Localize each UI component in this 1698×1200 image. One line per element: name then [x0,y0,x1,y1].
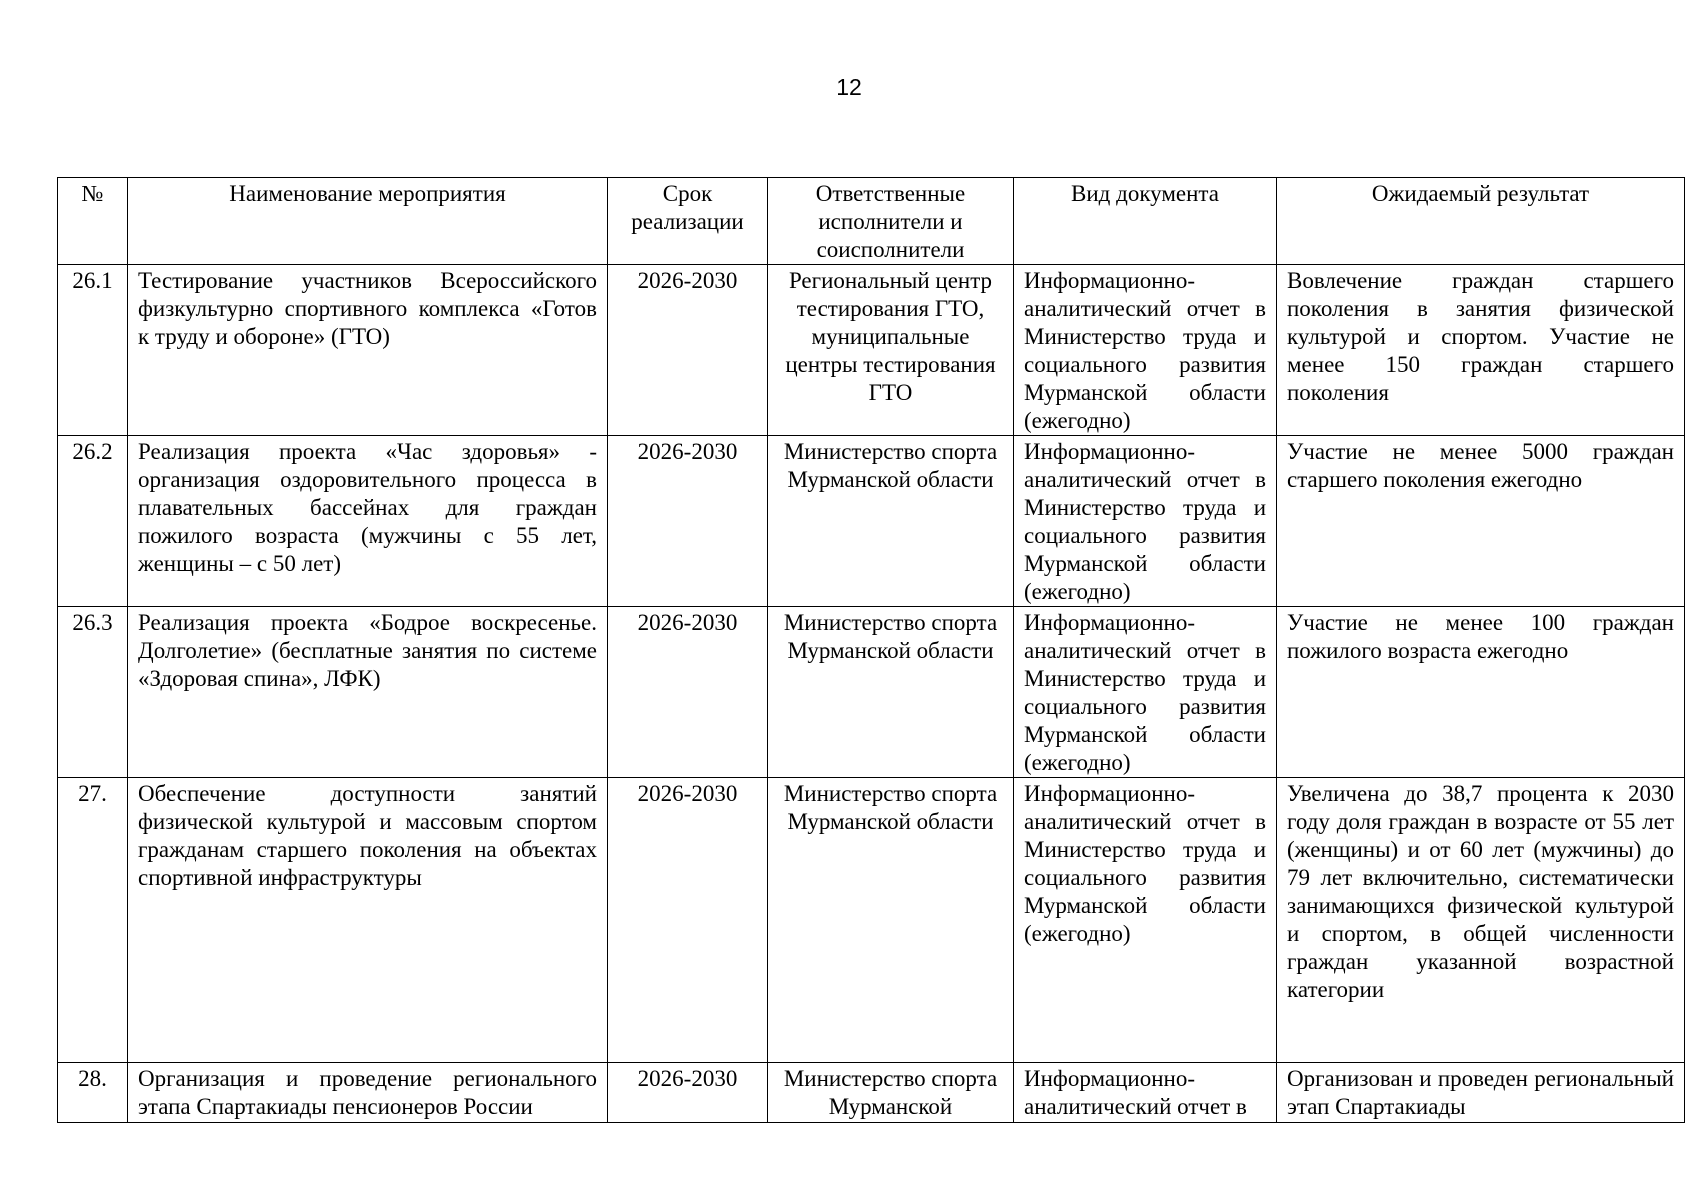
cell-name: Организация и проведение регионального этапа Спартакиады пенсионеров России [128,1063,608,1123]
cell-term: 2026-2030 [608,1063,768,1123]
cell-num: 26.1 [58,265,128,436]
plan-table [57,177,1685,1123]
cell-result: Вовлечение граждан старшего поколения в занятия физической культурой и спортом. Участие не менее 150 граждан старшего поколения [1277,265,1685,436]
cell-responsible: Министерство спорта Мурманской [768,1063,1014,1123]
header-term: Срок реализации [608,178,768,265]
cell-result: Участие не менее 5000 граждан старшего поколения ежегодно [1277,436,1685,607]
cell-responsible: Министерство спорта Мурманской области [768,436,1014,607]
header-responsible: Ответственные исполнители и соисполнители [768,178,1014,265]
cell-doc-type: Информационно-аналитический отчет в [1014,1063,1277,1123]
header-result: Ожидаемый результат [1277,178,1685,265]
cell-term: 2026-2030 [608,436,768,607]
cell-term: 2026-2030 [608,778,768,1063]
cell-term: 2026-2030 [608,265,768,436]
cell-responsible: Министерство спорта Мурманской области [768,778,1014,1063]
cell-name: Реализация проекта «Час здоровья» - организация оздоровительного процесса в плавательных бассейнах для граждан пожилого возраста (мужчины с 55 лет, женщины – с 50 лет) [128,436,608,607]
header-doc-type: Вид документа [1014,178,1277,265]
cell-doc-type: Информационно-аналитический отчет в Министерство труда и социального развития Мурманской области (ежегодно) [1014,436,1277,607]
cell-num: 26.3 [58,607,128,778]
table-header-row [58,178,1685,265]
cell-doc-type: Информационно-аналитический отчет в Министерство труда и социального развития Мурманской области (ежегодно) [1014,265,1277,436]
table-row [58,778,1685,1063]
page-number: 12 [836,74,862,100]
cell-doc-type: Информационно-аналитический отчет в Министерство труда и социального развития Мурманской области (ежегодно) [1014,607,1277,778]
cell-num: 28. [58,1063,128,1123]
cell-term: 2026-2030 [608,607,768,778]
cell-name: Реализация проекта «Бодрое воскресенье. Долголетие» (бесплатные занятия по системе «Здоровая спина», ЛФК) [128,607,608,778]
cell-name: Тестирование участников Всероссийского физкультурно спортивного комплекса «Готов к труду и обороне» (ГТО) [128,265,608,436]
cell-num: 27. [58,778,128,1063]
cell-result: Участие не менее 100 граждан пожилого возраста ежегодно [1277,607,1685,778]
cell-name: Обеспечение доступности занятий физической культурой и массовым спортом гражданам старшего поколения на объектах спортивной инфраструктуры [128,778,608,1063]
cell-responsible: Региональный центр тестирования ГТО, муниципальные центры тестирования ГТО [768,265,1014,436]
table-row [58,436,1685,607]
table-row [58,265,1685,436]
cell-result: Увеличена до 38,7 процента к 2030 году доля граждан в возрасте от 55 лет (женщины) и от 60 лет (мужчины) до 79 лет включительно, систематически занимающихся физической культурой и спортом, в общей численности граждан указанной возрастной категории [1277,778,1685,1063]
cell-num: 26.2 [58,436,128,607]
table-row [58,607,1685,778]
cell-responsible: Министерство спорта Мурманской области [768,607,1014,778]
header-name: Наименование мероприятия [128,178,608,265]
table-row [58,1063,1685,1123]
cell-result: Организован и проведен региональный этап Спартакиады [1277,1063,1685,1123]
header-num: № [58,178,128,265]
cell-doc-type: Информационно-аналитический отчет в Министерство труда и социального развития Мурманской области (ежегодно) [1014,778,1277,1063]
